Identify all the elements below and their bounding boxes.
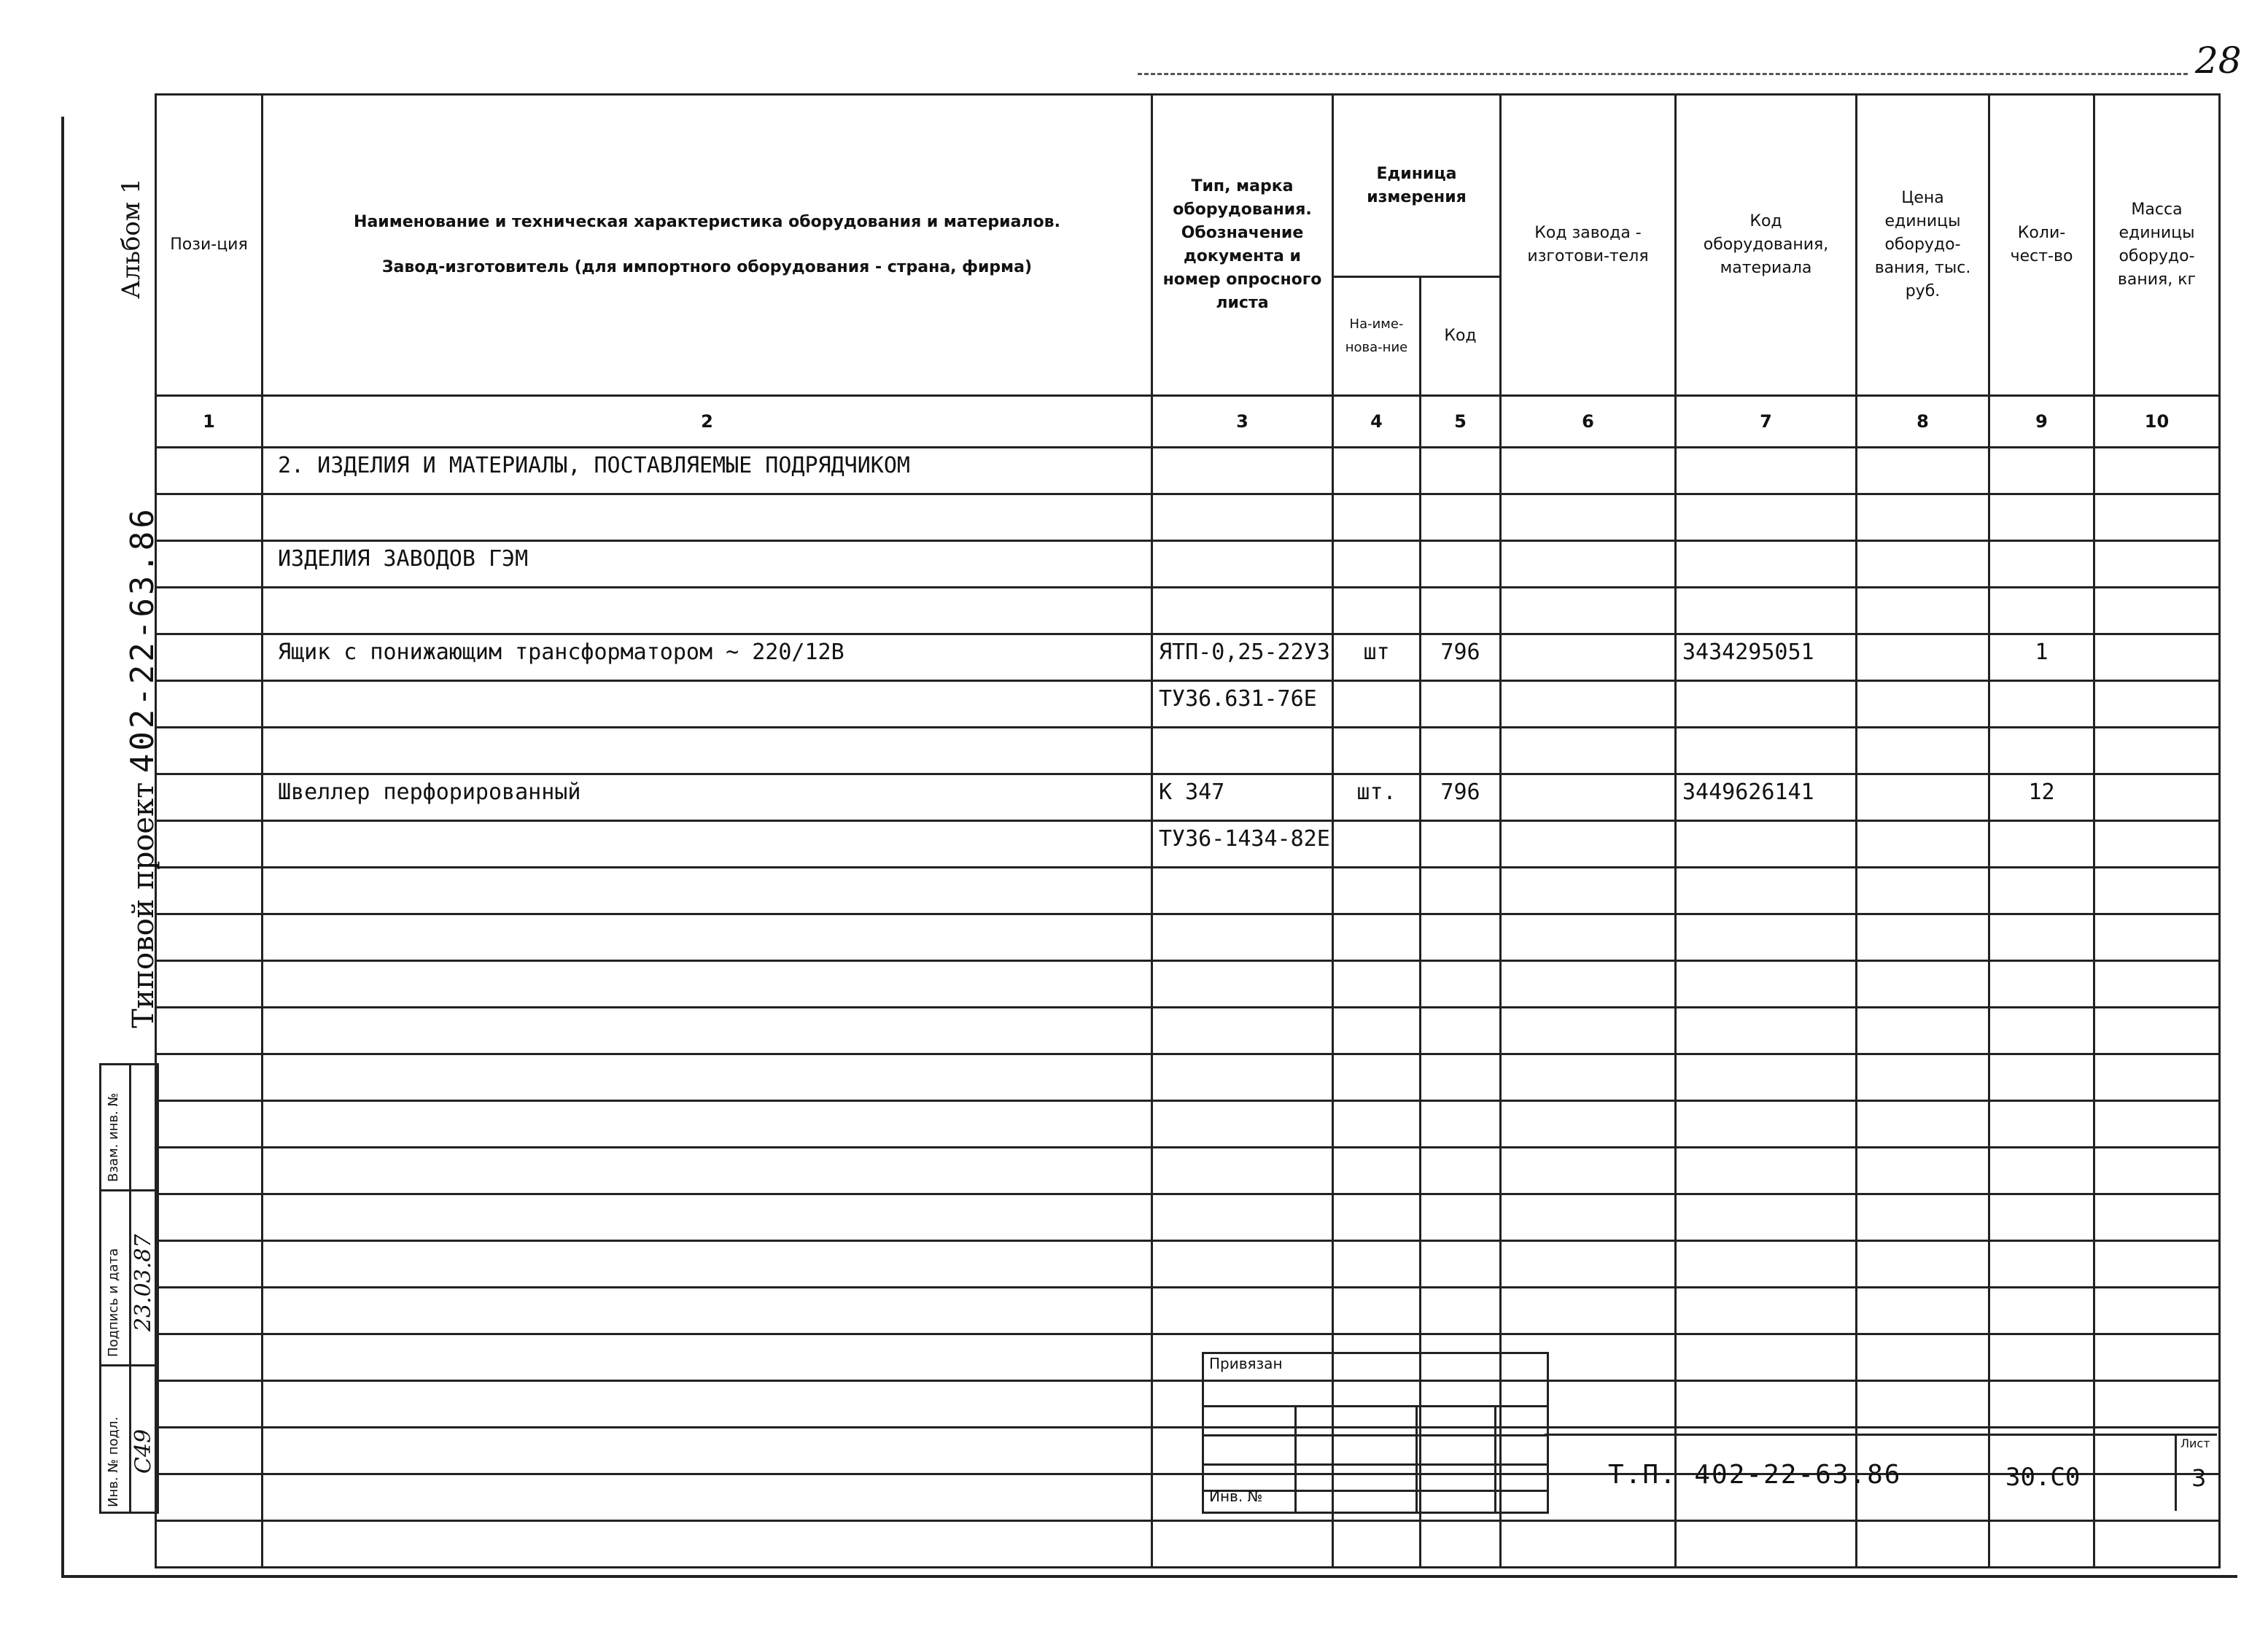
empty-row [156,1334,2220,1381]
cell-unit [1333,588,1421,634]
cell-name [263,588,1152,634]
empty-cell [263,1008,1152,1054]
empty-cell [156,1241,263,1288]
cell-pos [156,634,263,681]
empty-cell [1501,914,1676,961]
empty-cell [263,868,1152,914]
cell-code: 3449626141 [1676,774,1857,821]
cell-type [1152,448,1333,494]
empty-cell [156,1101,263,1148]
cell-pos [156,728,263,774]
cell-unit_code [1421,541,1501,588]
empty-cell [1857,1334,1989,1381]
empty-cell [263,1194,1152,1241]
empty-cell [2094,1101,2220,1148]
empty-cell [1421,1148,1501,1194]
replace-inv-label: Взам. инв. № [106,1092,121,1182]
header-material-code: Код оборудования, материала [1676,95,1857,396]
empty-cell [2094,1241,2220,1288]
header-name-line2: Завод-изготовитель (для импортного оборудования - страна, фирма) [381,258,1033,276]
empty-row [156,1054,2220,1101]
cell-pos [156,681,263,728]
empty-cell [156,1148,263,1194]
empty-cell [156,1054,263,1101]
empty-cell [1501,1148,1676,1194]
empty-cell [1333,1008,1421,1054]
project-label-text: Типовой проект [127,782,160,1028]
cell-mass [2094,728,2220,774]
empty-cell [2094,1521,2220,1568]
empty-cell [1676,1008,1857,1054]
cell-pos [156,494,263,541]
header-unit-code: Код [1421,277,1501,396]
empty-row [156,868,2220,914]
empty-cell [1676,1101,1857,1148]
empty-row [156,1521,2220,1568]
cell-code [1676,448,1857,494]
empty-cell [156,1334,263,1381]
empty-cell [156,1288,263,1334]
approval-stamp [99,1063,159,1514]
empty-row [156,1008,2220,1054]
column-number-row [156,396,2220,448]
empty-cell [263,1428,1152,1474]
cell-code [1676,728,1857,774]
empty-cell [1333,1288,1421,1334]
empty-cell [2094,914,2220,961]
empty-cell [1989,868,2094,914]
table-row [156,774,2220,821]
cell-price [1857,494,1989,541]
cell-name [263,681,1152,728]
cell-plant [1501,448,1676,494]
empty-cell [1857,1241,1989,1288]
empty-row [156,914,2220,961]
header-unit-name: На-име-нова-ние [1333,277,1421,396]
empty-cell [156,1008,263,1054]
empty-cell [1152,1194,1333,1241]
empty-cell [1333,1521,1421,1568]
empty-cell [1676,1381,1857,1428]
empty-cell [1857,1194,1989,1241]
empty-cell [1857,1101,1989,1148]
cell-type [1152,728,1333,774]
empty-cell [1676,1241,1857,1288]
cell-mass [2094,588,2220,634]
col-num-6: 6 [1501,396,1676,448]
cell-code [1676,541,1857,588]
handwritten-inv: С49 [131,1428,156,1474]
empty-cell [1501,1288,1676,1334]
empty-row [156,1101,2220,1148]
col-num-3: 3 [1152,396,1333,448]
empty-cell [2094,1334,2220,1381]
empty-cell [1857,868,1989,914]
empty-cell [156,1521,263,1568]
empty-cell [1333,1194,1421,1241]
empty-cell [1333,1054,1421,1101]
album-label: Альбом 1 [117,178,146,299]
list-label: Лист [2180,1436,2210,1450]
empty-cell [1676,1194,1857,1241]
cell-name: Швеллер перфорированный [263,774,1152,821]
col-num-10: 10 [2094,396,2220,448]
empty-cell [1421,1194,1501,1241]
empty-cell [1676,961,1857,1008]
empty-cell [1857,961,1989,1008]
cell-unit_code [1421,728,1501,774]
cell-unit [1333,541,1421,588]
col-num-4: 4 [1333,396,1421,448]
header-type: Тип, марка оборудования. Обозначение документа и номер опросного листа [1152,95,1333,396]
empty-cell [1333,1241,1421,1288]
cell-unit [1333,681,1421,728]
cell-mass [2094,821,2220,868]
cell-code [1676,588,1857,634]
empty-cell [263,914,1152,961]
cell-price [1857,821,1989,868]
empty-cell [1501,1521,1676,1568]
empty-cell [1501,1054,1676,1101]
empty-cell [1501,1101,1676,1148]
cell-price [1857,448,1989,494]
empty-cell [1501,1008,1676,1054]
cell-type: ТУ36.631-76Е [1152,681,1333,728]
col-num-9: 9 [1989,396,2094,448]
empty-cell [2094,1381,2220,1428]
table-row [156,634,2220,681]
cell-unit_code [1421,681,1501,728]
binding-stamp-inv: Инв. № [1209,1488,1263,1505]
table-row [156,448,2220,494]
cell-type: К 347 [1152,774,1333,821]
empty-cell [1989,1521,2094,1568]
header-unit-group: Единица измерения [1333,95,1501,277]
project-label [124,506,161,1028]
cell-qty [1989,494,2094,541]
header-mass: Масса единицы оборудо-вания, кг [2094,95,2220,396]
empty-row [156,1194,2220,1241]
empty-cell [156,914,263,961]
empty-cell [263,1521,1152,1568]
empty-cell [1421,1008,1501,1054]
cell-name: Ящик с понижающим трансформатором ~ 220/12В [263,634,1152,681]
cell-name [263,728,1152,774]
empty-cell [1676,1288,1857,1334]
binding-stamp-title: Привязан [1209,1355,1283,1372]
table-row [156,541,2220,588]
empty-cell [1676,1148,1857,1194]
empty-cell [1676,1334,1857,1381]
empty-cell [1421,961,1501,1008]
cell-mass [2094,494,2220,541]
empty-cell [263,1054,1152,1101]
cell-type [1152,541,1333,588]
cell-code [1676,494,1857,541]
empty-cell [1152,1101,1333,1148]
empty-cell [2094,1054,2220,1101]
sign-date-label: Подпись и дата [106,1248,121,1357]
cell-unit: шт [1333,634,1421,681]
cell-unit_code [1421,448,1501,494]
cell-qty [1989,681,2094,728]
cell-price [1857,774,1989,821]
header-position: Пози-ция [156,95,263,396]
empty-cell [1989,1054,2094,1101]
cell-plant [1501,728,1676,774]
cell-unit_code [1421,494,1501,541]
header-plant-code: Код завода - изготови-теля [1501,95,1676,396]
cell-mass [2094,681,2220,728]
cell-unit_code [1421,588,1501,634]
list-number: 3 [2191,1464,2207,1492]
cell-price [1857,588,1989,634]
cell-mass [2094,448,2220,494]
empty-cell [1676,868,1857,914]
cell-plant [1501,634,1676,681]
col-num-8: 8 [1857,396,1989,448]
top-dashed-line [1138,73,2188,75]
empty-cell [1857,914,1989,961]
table-body [156,448,2220,1568]
empty-cell [263,961,1152,1008]
cell-qty [1989,821,2094,868]
cell-type: ТУ36-1434-82Е [1152,821,1333,868]
empty-cell [1421,914,1501,961]
cell-type [1152,494,1333,541]
empty-cell [1676,1054,1857,1101]
cell-pos [156,448,263,494]
empty-cell [1989,1148,2094,1194]
header-price: Цена единицы оборудо-вания, тыс. руб. [1857,95,1989,396]
cell-unit_code: 796 [1421,774,1501,821]
empty-cell [1333,961,1421,1008]
empty-cell [1857,1521,1989,1568]
cell-pos [156,774,263,821]
empty-cell [263,1241,1152,1288]
specification-table [155,93,2221,1568]
cell-unit: шт. [1333,774,1421,821]
empty-cell [1989,1334,2094,1381]
empty-cell [1152,868,1333,914]
table-row [156,494,2220,541]
empty-cell [1333,868,1421,914]
cell-unit [1333,494,1421,541]
header-name [263,95,1152,396]
header-name-line1: Наименование и техническая характеристика оборудования и материалов. [354,213,1060,231]
empty-cell [1152,1521,1333,1568]
table-row [156,681,2220,728]
empty-row [156,1241,2220,1288]
cell-price [1857,681,1989,728]
project-label-code: 402-22-63.86 [124,506,161,774]
cell-unit [1333,821,1421,868]
empty-row [156,1381,2220,1428]
empty-cell [1989,1381,2094,1428]
cell-plant [1501,541,1676,588]
empty-cell [156,1194,263,1241]
document-code: 30.С0 [2005,1463,2081,1492]
empty-cell [1501,961,1676,1008]
cell-plant [1501,588,1676,634]
empty-cell [1989,914,2094,961]
cell-unit_code: 796 [1421,634,1501,681]
empty-cell [1152,1288,1333,1334]
table-row [156,588,2220,634]
empty-cell [263,1474,1152,1521]
empty-cell [1989,1008,2094,1054]
cell-code [1676,681,1857,728]
table-row [156,821,2220,868]
cell-name: ИЗДЕЛИЯ ЗАВОДОВ ГЭМ [263,541,1152,588]
orig-inv-label: Инв. № подл. [106,1416,121,1507]
cell-qty [1989,728,2094,774]
empty-cell [156,961,263,1008]
empty-cell [263,1334,1152,1381]
cell-price [1857,541,1989,588]
empty-cell [1421,1521,1501,1568]
empty-cell [263,1148,1152,1194]
empty-cell [1501,1241,1676,1288]
cell-type: ЯТП-0,25-22У3 [1152,634,1333,681]
empty-cell [2094,1194,2220,1241]
empty-cell [2094,1148,2220,1194]
cell-qty: 1 [1989,634,2094,681]
empty-cell [1152,961,1333,1008]
cell-plant [1501,774,1676,821]
empty-cell [1676,1521,1857,1568]
empty-cell [1501,868,1676,914]
col-num-2: 2 [263,396,1152,448]
cell-type [1152,588,1333,634]
cell-qty [1989,541,2094,588]
empty-cell [263,1101,1152,1148]
empty-cell [1421,868,1501,914]
col-num-1: 1 [156,396,263,448]
empty-cell [1501,1194,1676,1241]
cell-pos [156,541,263,588]
header-row [156,95,2220,277]
empty-cell [156,1474,263,1521]
empty-cell [1989,1241,2094,1288]
empty-cell [1421,1241,1501,1288]
empty-cell [2094,868,2220,914]
cell-mass [2094,541,2220,588]
empty-cell [1989,961,2094,1008]
empty-cell [1152,1008,1333,1054]
empty-row [156,961,2220,1008]
sheet-number: 28 [2195,39,2242,82]
empty-cell [1989,1101,2094,1148]
handwritten-date: 23.03.87 [131,1234,156,1331]
cell-unit [1333,448,1421,494]
cell-pos [156,821,263,868]
col-num-7: 7 [1676,396,1857,448]
cell-name [263,494,1152,541]
cell-price [1857,728,1989,774]
empty-row [156,1288,2220,1334]
cell-plant [1501,681,1676,728]
empty-cell [156,1428,263,1474]
empty-cell [1857,1008,1989,1054]
cell-mass [2094,774,2220,821]
empty-cell [2094,961,2220,1008]
empty-cell [2094,1008,2220,1054]
empty-cell [156,868,263,914]
col-num-5: 5 [1421,396,1501,448]
empty-cell [1333,1148,1421,1194]
empty-cell [263,1381,1152,1428]
cell-qty [1989,448,2094,494]
empty-cell [1857,1148,1989,1194]
empty-cell [156,1381,263,1428]
table-row [156,728,2220,774]
empty-cell [1152,1054,1333,1101]
cell-unit [1333,728,1421,774]
empty-cell [1857,1054,1989,1101]
cell-price [1857,634,1989,681]
empty-row [156,1148,2220,1194]
empty-cell [1152,914,1333,961]
empty-cell [1857,1381,1989,1428]
cell-qty: 12 [1989,774,2094,821]
cell-unit_code [1421,821,1501,868]
empty-cell [1333,914,1421,961]
cell-code: 3434295051 [1676,634,1857,681]
empty-cell [1152,1148,1333,1194]
empty-cell [1421,1101,1501,1148]
cell-name [263,821,1152,868]
empty-cell [1989,1288,2094,1334]
cell-mass [2094,634,2220,681]
cell-code [1676,821,1857,868]
cell-pos [156,588,263,634]
cell-qty [1989,588,2094,634]
cell-plant [1501,821,1676,868]
header-quantity: Коли-чест-во [1989,95,2094,396]
empty-cell [1421,1054,1501,1101]
empty-cell [1989,1194,2094,1241]
cell-plant [1501,494,1676,541]
empty-cell [2094,1288,2220,1334]
project-code: Т.П. 402-22-63.86 [1608,1460,1902,1490]
empty-cell [1333,1101,1421,1148]
empty-cell [1857,1288,1989,1334]
empty-cell [1152,1241,1333,1288]
cell-name: 2. ИЗДЕЛИЯ И МАТЕРИАЛЫ, ПОСТАВЛЯЕМЫЕ ПОДРЯДЧИКОМ [263,448,1152,494]
empty-cell [1421,1288,1501,1334]
empty-cell [263,1288,1152,1334]
empty-cell [1676,914,1857,961]
